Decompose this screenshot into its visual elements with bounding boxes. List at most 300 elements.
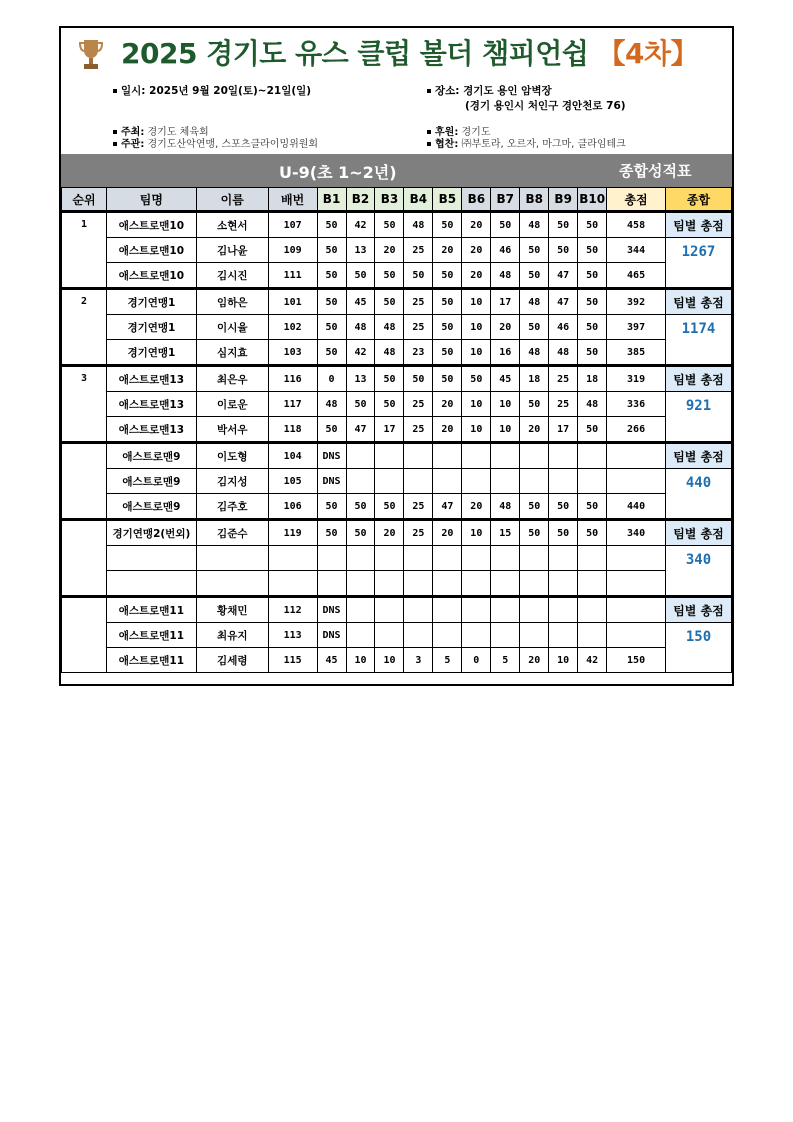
table-row xyxy=(62,263,732,289)
total-cell xyxy=(607,597,666,623)
boulder-score-cell xyxy=(549,443,578,469)
boulder-score-cell xyxy=(404,443,433,469)
boulder-score-cell: 48 xyxy=(520,340,549,366)
boulder-score-cell xyxy=(578,443,607,469)
boulder-score-cell: 47 xyxy=(346,417,375,443)
total-cell: 385 xyxy=(607,340,666,366)
boulder-score-cell xyxy=(578,571,607,597)
name-cell: 황채민 xyxy=(196,597,268,623)
boulder-score-cell: 50 xyxy=(520,392,549,417)
boulder-score-cell: 25 xyxy=(404,238,433,263)
col-header: B8 xyxy=(520,188,549,212)
boulder-score-cell xyxy=(404,469,433,494)
boulder-score-cell: 13 xyxy=(346,366,375,392)
boulder-score-cell: 17 xyxy=(549,417,578,443)
boulder-score-cell xyxy=(491,469,520,494)
table-row xyxy=(62,238,732,263)
name-cell: 최유지 xyxy=(196,623,268,648)
team-total-label: 팀별 총점 xyxy=(665,443,731,469)
bib-cell xyxy=(268,546,317,571)
boulder-score-cell: 20 xyxy=(433,520,462,546)
boulder-score-cell: 48 xyxy=(520,212,549,238)
table-row xyxy=(62,494,732,520)
boulder-score-cell: 10 xyxy=(491,392,520,417)
boulder-score-cell: 50 xyxy=(346,494,375,520)
venue-info xyxy=(427,83,552,98)
sheet-title: 종합성적표 xyxy=(619,162,692,180)
boulder-score-cell xyxy=(549,597,578,623)
table-row xyxy=(62,648,732,673)
boulder-score-cell xyxy=(520,597,549,623)
boulder-score-cell: 20 xyxy=(520,417,549,443)
name-cell: 최은우 xyxy=(196,366,268,392)
boulder-score-cell: 50 xyxy=(433,212,462,238)
boulder-score-cell: 50 xyxy=(317,263,346,289)
boulder-score-cell: 50 xyxy=(375,494,404,520)
boulder-score-cell: 50 xyxy=(578,340,607,366)
total-cell: 340 xyxy=(607,520,666,546)
boulder-score-cell: 50 xyxy=(375,392,404,417)
table-row xyxy=(62,571,732,597)
boulder-score-cell: 20 xyxy=(491,315,520,340)
bib-cell: 115 xyxy=(268,648,317,673)
host-value: 경기도 체육회 xyxy=(147,127,209,138)
bib-cell: 118 xyxy=(268,417,317,443)
boulder-score-cell: 50 xyxy=(317,212,346,238)
boulder-score-cell: 25 xyxy=(549,392,578,417)
name-cell: 심지효 xyxy=(196,340,268,366)
boulder-score-cell: 47 xyxy=(549,263,578,289)
col-header: B1 xyxy=(317,188,346,212)
boulder-score-cell: 50 xyxy=(375,366,404,392)
bib-cell: 117 xyxy=(268,392,317,417)
boulder-score-cell xyxy=(433,443,462,469)
bib-cell: 112 xyxy=(268,597,317,623)
team-cell: 애스트로맨11 xyxy=(106,648,196,673)
boulder-score-cell: 20 xyxy=(433,417,462,443)
title-text: 2025 경기도 유스 클럽 볼더 챔피언쉽 xyxy=(121,37,589,70)
bib-cell: 116 xyxy=(268,366,317,392)
total-cell xyxy=(607,571,666,597)
boulder-score-cell xyxy=(462,623,491,648)
name-cell: 김준수 xyxy=(196,520,268,546)
boulder-score-cell: 25 xyxy=(404,289,433,315)
name-cell: 소현서 xyxy=(196,212,268,238)
boulder-score-cell: 47 xyxy=(549,289,578,315)
boulder-score-cell: 50 xyxy=(404,263,433,289)
boulder-score-cell xyxy=(462,546,491,571)
col-header: 총점 xyxy=(607,188,666,212)
col-header: B5 xyxy=(433,188,462,212)
boulder-score-cell: 10 xyxy=(491,417,520,443)
bib-cell: 105 xyxy=(268,469,317,494)
team-total-value: 1267 xyxy=(665,238,731,289)
boulder-score-cell: 50 xyxy=(375,263,404,289)
name-cell: 이로운 xyxy=(196,392,268,417)
rank-cell: 1 xyxy=(62,212,107,289)
col-header: 이름 xyxy=(196,188,268,212)
boulder-score-cell xyxy=(520,469,549,494)
team-total-value: 150 xyxy=(665,623,731,673)
boulder-score-cell: 46 xyxy=(491,238,520,263)
venue-address: (경기 용인시 처인구 경안천로 76) xyxy=(465,100,626,112)
boulder-score-cell xyxy=(433,623,462,648)
boulder-score-cell: 50 xyxy=(433,315,462,340)
boulder-score-cell: 5 xyxy=(433,648,462,673)
boulder-score-cell: 45 xyxy=(317,648,346,673)
name-cell: 김시진 xyxy=(196,263,268,289)
rank-cell: 2 xyxy=(62,289,107,366)
bib-cell xyxy=(268,571,317,597)
boulder-score-cell: 17 xyxy=(491,289,520,315)
boulder-score-cell: 50 xyxy=(433,263,462,289)
boulder-score-cell: 50 xyxy=(549,238,578,263)
boulder-score-cell: 47 xyxy=(433,494,462,520)
boulder-score-cell: 50 xyxy=(520,494,549,520)
boulder-score-cell xyxy=(375,623,404,648)
venue-label: 장소: xyxy=(435,85,460,97)
sponsor-value: 경기도 xyxy=(461,127,491,138)
boulder-score-cell: 42 xyxy=(346,340,375,366)
total-cell: 266 xyxy=(607,417,666,443)
boulder-score-cell: 16 xyxy=(491,340,520,366)
boulder-score-cell: 10 xyxy=(462,417,491,443)
boulder-score-cell: 50 xyxy=(346,520,375,546)
boulder-score-cell: 20 xyxy=(462,212,491,238)
col-header: 순위 xyxy=(62,188,107,212)
boulder-score-cell: DNS xyxy=(317,597,346,623)
boulder-score-cell: 48 xyxy=(520,289,549,315)
boulder-score-cell: 18 xyxy=(578,366,607,392)
name-cell: 김주호 xyxy=(196,494,268,520)
boulder-score-cell: 50 xyxy=(375,212,404,238)
header-row xyxy=(62,188,732,212)
table-row xyxy=(62,212,732,238)
boulder-score-cell: 20 xyxy=(462,494,491,520)
boulder-score-cell xyxy=(317,546,346,571)
boulder-score-cell: 50 xyxy=(375,289,404,315)
host-label: 주최: xyxy=(121,127,145,138)
name-cell: 이시율 xyxy=(196,315,268,340)
bib-cell: 104 xyxy=(268,443,317,469)
boulder-score-cell xyxy=(520,623,549,648)
col-header: B4 xyxy=(404,188,433,212)
boulder-score-cell: 48 xyxy=(317,392,346,417)
bib-cell: 113 xyxy=(268,623,317,648)
col-header: B7 xyxy=(491,188,520,212)
boulder-score-cell: 10 xyxy=(462,340,491,366)
bib-cell: 106 xyxy=(268,494,317,520)
sponsor-label: 후원: xyxy=(435,127,459,138)
team-total-label: 팀별 총점 xyxy=(665,212,731,238)
total-cell: 344 xyxy=(607,238,666,263)
team-total-label: 팀별 총점 xyxy=(665,289,731,315)
boulder-score-cell: 48 xyxy=(549,340,578,366)
team-cell: 애스트로맨13 xyxy=(106,392,196,417)
boulder-score-cell: DNS xyxy=(317,469,346,494)
boulder-score-cell: 48 xyxy=(491,494,520,520)
team-cell: 애스트로맨9 xyxy=(106,494,196,520)
boulder-score-cell: 10 xyxy=(462,289,491,315)
boulder-score-cell xyxy=(520,443,549,469)
team-cell xyxy=(106,571,196,597)
boulder-score-cell: 50 xyxy=(346,263,375,289)
table-row xyxy=(62,417,732,443)
category-label: U-9(초 1~2년) xyxy=(279,163,397,182)
boulder-score-cell xyxy=(491,623,520,648)
boulder-score-cell xyxy=(462,597,491,623)
boulder-score-cell: 48 xyxy=(404,212,433,238)
bib-cell: 111 xyxy=(268,263,317,289)
date-info xyxy=(113,83,311,98)
col-header: B9 xyxy=(549,188,578,212)
boulder-score-cell xyxy=(375,469,404,494)
boulder-score-cell: 50 xyxy=(317,315,346,340)
team-total-value: 440 xyxy=(665,469,731,520)
boulder-score-cell: 25 xyxy=(404,392,433,417)
boulder-score-cell: 18 xyxy=(520,366,549,392)
team-cell: 경기연맹1 xyxy=(106,340,196,366)
boulder-score-cell: 50 xyxy=(549,494,578,520)
table-row xyxy=(62,289,732,315)
total-cell xyxy=(607,623,666,648)
results-table xyxy=(61,187,732,673)
name-cell: 박서우 xyxy=(196,417,268,443)
total-cell: 392 xyxy=(607,289,666,315)
results-sheet xyxy=(59,26,734,686)
boulder-score-cell xyxy=(433,469,462,494)
boulder-score-cell: 48 xyxy=(375,340,404,366)
name-cell: 김나윤 xyxy=(196,238,268,263)
total-cell xyxy=(607,469,666,494)
page-title xyxy=(121,32,698,72)
boulder-score-cell xyxy=(346,546,375,571)
table-row xyxy=(62,315,732,340)
boulder-score-cell: 50 xyxy=(520,315,549,340)
boulder-score-cell: DNS xyxy=(317,443,346,469)
total-cell: 397 xyxy=(607,315,666,340)
table-row xyxy=(62,623,732,648)
boulder-score-cell: 50 xyxy=(578,238,607,263)
boulder-score-cell: 50 xyxy=(462,366,491,392)
support-value: ㈜부토라, 오르자, 마그마, 클라임테크 xyxy=(461,139,626,150)
boulder-score-cell: 50 xyxy=(433,289,462,315)
boulder-score-cell xyxy=(549,469,578,494)
team-total-value: 1174 xyxy=(665,315,731,366)
boulder-score-cell xyxy=(404,597,433,623)
table-row xyxy=(62,597,732,623)
boulder-score-cell: 50 xyxy=(317,238,346,263)
bib-cell: 102 xyxy=(268,315,317,340)
team-cell: 애스트로맨13 xyxy=(106,417,196,443)
results-body xyxy=(62,212,732,673)
boulder-score-cell: 20 xyxy=(433,238,462,263)
boulder-score-cell xyxy=(549,571,578,597)
boulder-score-cell xyxy=(317,571,346,597)
col-header: B10 xyxy=(578,188,607,212)
rank-cell: 3 xyxy=(62,366,107,443)
boulder-score-cell xyxy=(491,571,520,597)
boulder-score-cell xyxy=(462,443,491,469)
support-info xyxy=(427,135,626,150)
boulder-score-cell: 50 xyxy=(578,520,607,546)
name-cell: 김세령 xyxy=(196,648,268,673)
boulder-score-cell xyxy=(520,571,549,597)
date-label: 일시: xyxy=(121,85,146,97)
boulder-score-cell: 50 xyxy=(578,263,607,289)
bib-cell: 103 xyxy=(268,340,317,366)
bib-cell: 119 xyxy=(268,520,317,546)
total-cell xyxy=(607,546,666,571)
boulder-score-cell: 50 xyxy=(433,340,462,366)
rank-cell xyxy=(62,443,107,520)
boulder-score-cell xyxy=(375,597,404,623)
boulder-score-cell xyxy=(549,623,578,648)
support-label: 협찬: xyxy=(435,139,459,150)
rank-cell xyxy=(62,597,107,673)
total-cell xyxy=(607,443,666,469)
team-cell: 경기연맹1 xyxy=(106,289,196,315)
bib-cell: 101 xyxy=(268,289,317,315)
boulder-score-cell xyxy=(520,546,549,571)
boulder-score-cell: 10 xyxy=(375,648,404,673)
round-label: 【4차】 xyxy=(597,37,699,70)
boulder-score-cell: 42 xyxy=(346,212,375,238)
table-row xyxy=(62,366,732,392)
team-total-label: 팀별 총점 xyxy=(665,366,731,392)
name-cell xyxy=(196,546,268,571)
col-header: B6 xyxy=(462,188,491,212)
table-row xyxy=(62,392,732,417)
table-row xyxy=(62,520,732,546)
boulder-score-cell xyxy=(462,469,491,494)
boulder-score-cell xyxy=(549,546,578,571)
rank-cell xyxy=(62,520,107,597)
boulder-score-cell: 46 xyxy=(549,315,578,340)
boulder-score-cell: 50 xyxy=(549,212,578,238)
table-row xyxy=(62,443,732,469)
bib-cell: 109 xyxy=(268,238,317,263)
team-cell: 애스트로맨10 xyxy=(106,263,196,289)
name-cell: 이도형 xyxy=(196,443,268,469)
table-row xyxy=(62,546,732,571)
boulder-score-cell xyxy=(578,469,607,494)
boulder-score-cell: 50 xyxy=(317,520,346,546)
boulder-score-cell: 25 xyxy=(404,520,433,546)
team-total-label: 팀별 총점 xyxy=(665,597,731,623)
boulder-score-cell: 50 xyxy=(520,520,549,546)
boulder-score-cell xyxy=(578,546,607,571)
boulder-score-cell: 25 xyxy=(404,315,433,340)
name-cell xyxy=(196,571,268,597)
boulder-score-cell: 5 xyxy=(491,648,520,673)
total-cell: 150 xyxy=(607,648,666,673)
boulder-score-cell: 10 xyxy=(549,648,578,673)
boulder-score-cell: 25 xyxy=(549,366,578,392)
boulder-score-cell: 50 xyxy=(578,417,607,443)
boulder-score-cell xyxy=(404,623,433,648)
team-total-value: 340 xyxy=(665,546,731,597)
boulder-score-cell: 50 xyxy=(317,417,346,443)
boulder-score-cell: 15 xyxy=(491,520,520,546)
boulder-score-cell: 45 xyxy=(346,289,375,315)
trophy-icon xyxy=(78,38,104,72)
boulder-score-cell: 20 xyxy=(433,392,462,417)
bib-cell: 107 xyxy=(268,212,317,238)
boulder-score-cell xyxy=(578,623,607,648)
boulder-score-cell: 50 xyxy=(317,340,346,366)
boulder-score-cell xyxy=(346,623,375,648)
boulder-score-cell: 48 xyxy=(375,315,404,340)
team-cell: 애스트로맨10 xyxy=(106,212,196,238)
boulder-score-cell: 50 xyxy=(520,263,549,289)
boulder-score-cell: 0 xyxy=(462,648,491,673)
boulder-score-cell: 48 xyxy=(578,392,607,417)
boulder-score-cell xyxy=(433,597,462,623)
boulder-score-cell: 23 xyxy=(404,340,433,366)
boulder-score-cell: 10 xyxy=(346,648,375,673)
team-cell: 애스트로맨9 xyxy=(106,443,196,469)
total-cell: 465 xyxy=(607,263,666,289)
boulder-score-cell xyxy=(404,546,433,571)
boulder-score-cell: 13 xyxy=(346,238,375,263)
boulder-score-cell xyxy=(433,571,462,597)
sheet-header xyxy=(61,28,732,154)
venue-value: 경기도 용인 암벽장 xyxy=(463,85,552,97)
boulder-score-cell xyxy=(375,443,404,469)
category-banner xyxy=(61,154,732,187)
boulder-score-cell: 25 xyxy=(404,494,433,520)
total-cell: 458 xyxy=(607,212,666,238)
boulder-score-cell: 17 xyxy=(375,417,404,443)
boulder-score-cell: 20 xyxy=(462,263,491,289)
boulder-score-cell xyxy=(375,546,404,571)
boulder-score-cell: 50 xyxy=(549,520,578,546)
boulder-score-cell xyxy=(462,571,491,597)
boulder-score-cell: 50 xyxy=(578,212,607,238)
team-cell: 애스트로맨13 xyxy=(106,366,196,392)
boulder-score-cell: 48 xyxy=(491,263,520,289)
team-cell xyxy=(106,546,196,571)
boulder-score-cell: 10 xyxy=(462,315,491,340)
organizer-info xyxy=(113,135,318,150)
boulder-score-cell xyxy=(375,571,404,597)
boulder-score-cell: 20 xyxy=(375,520,404,546)
name-cell: 김지성 xyxy=(196,469,268,494)
boulder-score-cell: 50 xyxy=(578,494,607,520)
boulder-score-cell: 10 xyxy=(462,520,491,546)
team-cell: 경기연맹2(번외) xyxy=(106,520,196,546)
boulder-score-cell: 48 xyxy=(346,315,375,340)
total-cell: 319 xyxy=(607,366,666,392)
organizer-value: 경기도산악연맹, 스포츠클라이밍위원회 xyxy=(147,139,319,150)
col-header: 종합 xyxy=(665,188,731,212)
team-total-value: 921 xyxy=(665,392,731,443)
boulder-score-cell xyxy=(346,469,375,494)
boulder-score-cell: 50 xyxy=(578,289,607,315)
boulder-score-cell: 42 xyxy=(578,648,607,673)
boulder-score-cell xyxy=(578,597,607,623)
boulder-score-cell: 50 xyxy=(317,289,346,315)
boulder-score-cell: 20 xyxy=(520,648,549,673)
team-cell: 애스트로맨10 xyxy=(106,238,196,263)
boulder-score-cell xyxy=(404,571,433,597)
boulder-score-cell: 50 xyxy=(578,315,607,340)
total-cell: 440 xyxy=(607,494,666,520)
organizer-label: 주관: xyxy=(121,139,145,150)
boulder-score-cell: 50 xyxy=(346,392,375,417)
col-header: B2 xyxy=(346,188,375,212)
